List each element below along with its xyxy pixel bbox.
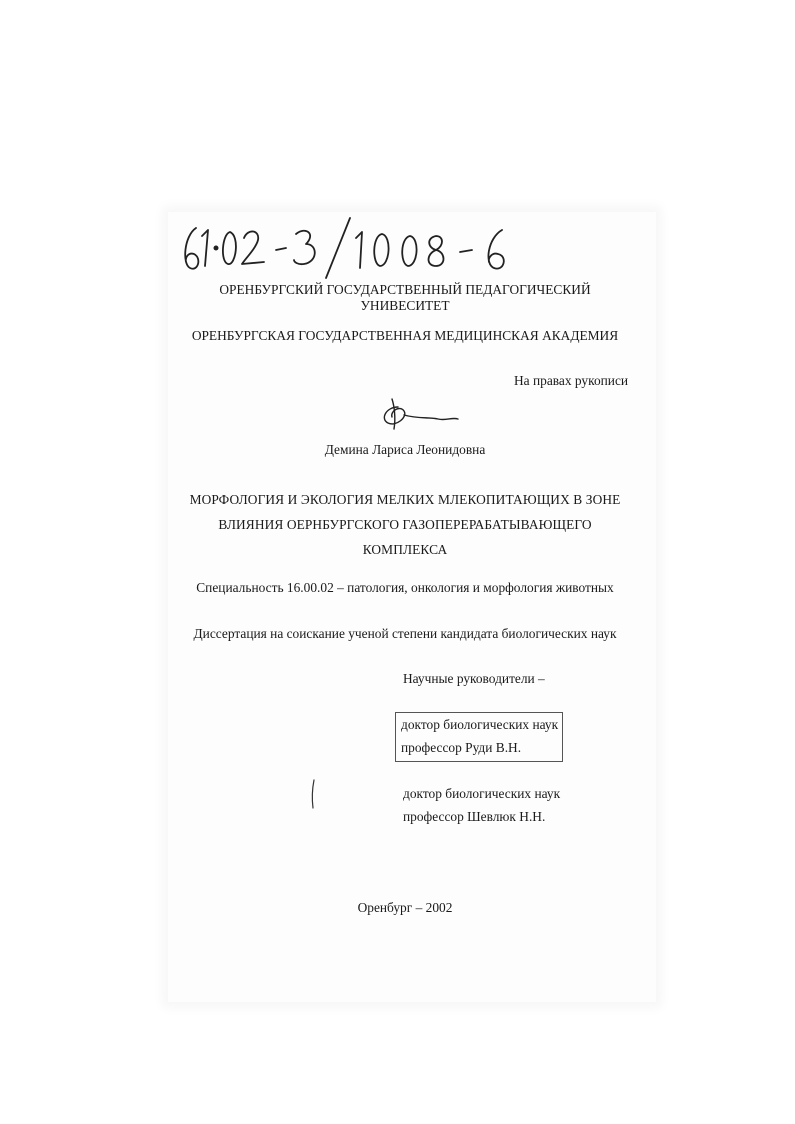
supervisor-2-degree: доктор биологических наук [403, 786, 561, 801]
supervisor-1-degree: доктор биологических наук [401, 717, 559, 732]
author-name: Демина Лариса Леонидовна [324, 442, 486, 457]
manuscript-rights-note: На правах рукописи [514, 373, 629, 388]
city-year: Оренбург – 2002 [357, 900, 453, 915]
dissertation-degree: Диссертация на соискание ученой степени кандидата биологических наук [193, 626, 617, 641]
university-name: ОРЕНБУРГСКИЙ ГОСУДАРСТВЕННЫЙ ПЕДАГОГИЧЕСКИЙ УНИВЕСИТЕТ [219, 282, 591, 313]
svg-text:61 · 02 - 3 / 1008 - 6: 61 · 02 - 3 / 1008 - 6 [178, 214, 187, 215]
specialty: Специальность 16.00.02 – патология, онкология и морфология животных [196, 580, 614, 595]
thesis-title-line: КОМПЛЕКСА [362, 542, 448, 557]
supervisor-1-name: профессор Руди В.Н. [401, 740, 522, 755]
thesis-title-line: ВЛИЯНИЯ ОЕРНБУРГСКОГО ГАЗОПЕРЕРАБАТЫВАЮЩЕГО [218, 517, 592, 532]
margin-mark [308, 778, 318, 810]
signature [378, 395, 460, 435]
handwritten-catalog-number [178, 214, 538, 282]
supervisors-heading: Научные руководители – [403, 671, 545, 686]
thesis-title-line: МОРФОЛОГИЯ И ЭКОЛОГИЯ МЕЛКИХ МЛЕКОПИТАЮЩИХ В ЗОНЕ [189, 492, 621, 507]
supervisor-2-name: профессор Шевлюк Н.Н. [403, 809, 546, 824]
thesis-title [185, 487, 625, 562]
academy-name: ОРЕНБУРГСКАЯ ГОСУДАРСТВЕННАЯ МЕДИЦИНСКАЯ АКАДЕМИЯ [191, 328, 619, 343]
